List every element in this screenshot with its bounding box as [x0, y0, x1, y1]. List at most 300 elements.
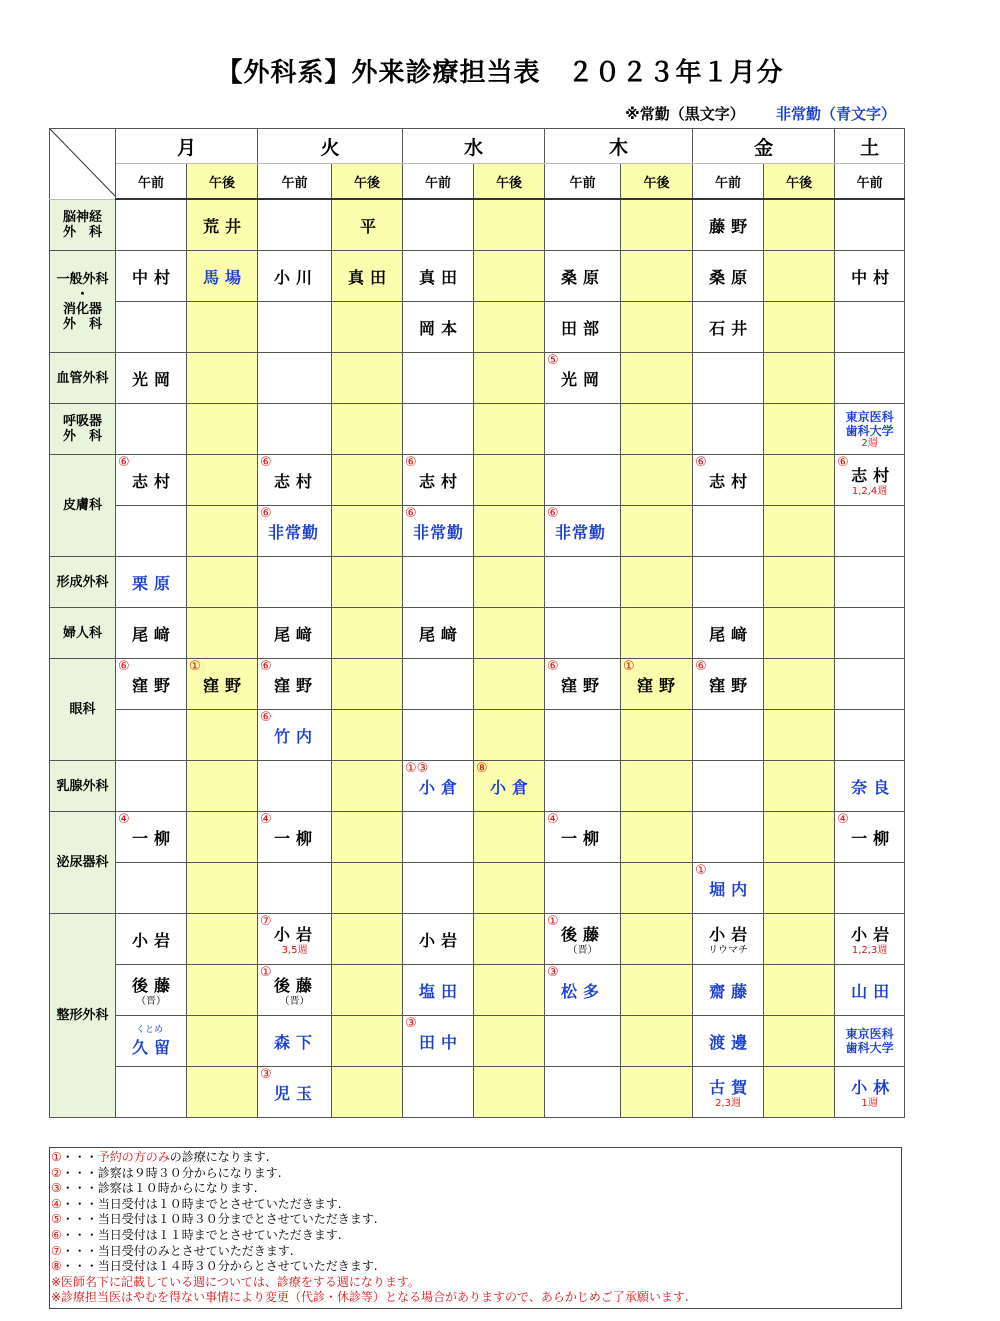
day-label: 月 [177, 136, 197, 159]
schedule-cell [835, 251, 905, 302]
schedule-cell [764, 1016, 835, 1067]
schedule-cell [835, 659, 905, 710]
note-mark: ① [695, 863, 707, 878]
schedule-cell [545, 1016, 621, 1067]
table-row [50, 659, 905, 710]
doctor-subnote: （晋） [136, 996, 166, 1007]
doctor-name: 非常勤 [413, 522, 465, 542]
schedule-cell [474, 608, 545, 659]
doctor-name: 岡本 [419, 318, 464, 338]
schedule-cell [187, 965, 258, 1016]
doctor-name: 真田 [419, 267, 464, 287]
schedule-cell [693, 659, 764, 710]
doctor-name: 古賀 [709, 1078, 754, 1097]
schedule-cell [621, 404, 693, 455]
schedule-cell [835, 761, 905, 812]
doctor-name: 窪野 [637, 675, 682, 695]
table-row [50, 710, 905, 761]
doctor-name: 久留 [132, 1037, 177, 1057]
table-row [50, 404, 905, 455]
note-mark: ⑤ [547, 353, 559, 368]
schedule-cell [835, 353, 905, 404]
schedule-cell [332, 506, 403, 557]
dept-plastic-surgery: 形成外科 [50, 557, 116, 608]
schedule-cell [693, 199, 764, 251]
schedule-cell [545, 608, 621, 659]
schedule-cell [693, 455, 764, 506]
schedule-cell [403, 914, 474, 965]
doctor-name: 竹内 [274, 726, 319, 746]
schedule-cell [116, 506, 187, 557]
schedule-cell [545, 659, 621, 710]
table-row [50, 1067, 905, 1118]
doctor-name: 光岡 [132, 369, 177, 389]
doctor-name: 小岩 [132, 930, 177, 950]
schedule-cell [474, 761, 545, 812]
note-mark: ⑧ [476, 761, 488, 776]
day-header [403, 129, 545, 164]
schedule-cell [621, 710, 693, 761]
schedule-cell [116, 1067, 187, 1118]
schedule-cell [835, 506, 905, 557]
table-row [50, 506, 905, 557]
schedule-cell [474, 965, 545, 1016]
day-label: 土 [860, 136, 880, 159]
schedule-cell [474, 164, 545, 200]
schedule-cell [835, 455, 905, 506]
doctor-name: 窪野 [274, 675, 319, 695]
schedule-cell [258, 506, 332, 557]
doctor-name: 真田 [348, 267, 393, 287]
schedule-cell [116, 251, 187, 302]
schedule-cell [403, 251, 474, 302]
dept-ophthalmology: 眼科 [50, 659, 116, 761]
schedule-cell [187, 404, 258, 455]
doctor-name: 志村 [132, 471, 177, 491]
schedule-cell [764, 812, 835, 863]
note-mark: ③ [405, 1016, 417, 1031]
dept-general-surgery: 一般外科 ・ 消化器 外 科 [50, 251, 116, 353]
note-mark: ⑥ [405, 506, 417, 521]
note-mark: ④ [260, 812, 272, 827]
schedule-cell [545, 965, 621, 1016]
schedule-cell [258, 1016, 332, 1067]
schedule-cell [764, 710, 835, 761]
schedule-cell [764, 455, 835, 506]
schedule-cell [545, 199, 621, 251]
schedule-cell [187, 557, 258, 608]
schedule-cell [621, 914, 693, 965]
name-reading: くとめ [136, 1024, 164, 1035]
schedule-cell [332, 812, 403, 863]
schedule-cell [258, 251, 332, 302]
schedule-cell [693, 164, 764, 200]
schedule-cell [187, 251, 258, 302]
schedule-cell [332, 608, 403, 659]
week-note: 2週 [861, 437, 878, 449]
schedule-cell [332, 914, 403, 965]
doctor-name: 塩田 [419, 981, 464, 1001]
doctor-name: 中村 [851, 267, 896, 287]
schedule-cell [258, 965, 332, 1016]
schedule-cell [332, 965, 403, 1016]
doctor-name: 非常勤 [268, 522, 320, 542]
note-line: ⑧・・・当日受付は１４時３０分からとさせていただきます. [51, 1259, 378, 1274]
schedule-cell [693, 710, 764, 761]
schedule-cell [474, 455, 545, 506]
schedule-cell [187, 812, 258, 863]
schedule-cell [403, 506, 474, 557]
schedule-cell [621, 965, 693, 1016]
doctor-name: 小川 [274, 267, 319, 287]
dept-breast-surgery: 乳腺外科 [50, 761, 116, 812]
schedule-cell [403, 1016, 474, 1067]
schedule-cell [764, 404, 835, 455]
doctor-name: 山田 [851, 981, 896, 1001]
schedule-cell [545, 710, 621, 761]
table-row [50, 199, 905, 251]
am-label: 午前 [569, 175, 596, 191]
day-label: 火 [320, 136, 340, 159]
dept-dermatology: 皮膚科 [50, 455, 116, 557]
table-row [50, 557, 905, 608]
note-line: ⑥・・・当日受付は１１時までとさせていただきます. [51, 1227, 342, 1242]
schedule-cell [545, 353, 621, 404]
schedule-cell [258, 302, 332, 353]
schedule-cell [258, 812, 332, 863]
schedule-cell [764, 1067, 835, 1118]
schedule-cell [621, 251, 693, 302]
doctor-name: 小倉 [419, 777, 464, 797]
schedule-cell [258, 761, 332, 812]
doctor-name: 田中 [419, 1032, 464, 1052]
note-mark: ① [189, 659, 201, 674]
note-mark: ⑥ [547, 506, 559, 521]
schedule-cell [403, 557, 474, 608]
note-mark: ③ [260, 1067, 272, 1082]
schedule-cell [332, 1067, 403, 1118]
day-header [545, 129, 693, 164]
day-header [258, 129, 403, 164]
schedule-cell [187, 659, 258, 710]
ampm-header-row [50, 164, 905, 200]
schedule-cell [116, 199, 187, 251]
schedule-cell [764, 164, 835, 200]
schedule-cell [621, 812, 693, 863]
schedule-table [49, 128, 905, 1118]
note-mark: ⑦ [260, 914, 272, 929]
pm-label: 午後 [354, 175, 381, 191]
week-note: 3,5週 [281, 945, 308, 956]
schedule-cell [258, 199, 332, 251]
schedule-cell [545, 506, 621, 557]
schedule-cell [332, 404, 403, 455]
doctor-name: 堀内 [709, 879, 754, 899]
schedule-cell [258, 710, 332, 761]
schedule-cell [693, 506, 764, 557]
schedule-cell [116, 455, 187, 506]
table-row [50, 812, 905, 863]
note-mark: ④ [837, 812, 849, 827]
doctor-name: 一柳 [274, 828, 319, 848]
schedule-cell [545, 302, 621, 353]
doctor-name: 一柳 [851, 828, 896, 848]
doctor-name: 東京医科 [845, 409, 894, 424]
dept-neurosurgery: 脳神経 外 科 [50, 199, 116, 251]
doctor-name: 小林 [851, 1078, 896, 1097]
schedule-cell [621, 199, 693, 251]
schedule-cell [621, 863, 693, 914]
schedule-cell [545, 251, 621, 302]
schedule-cell [835, 863, 905, 914]
schedule-cell [403, 863, 474, 914]
note-mark: ⑥ [837, 455, 849, 470]
schedule-cell [621, 761, 693, 812]
schedule-cell [693, 302, 764, 353]
doctor-name: 荒井 [203, 216, 248, 236]
schedule-cell [403, 404, 474, 455]
schedule-cell [116, 659, 187, 710]
schedule-cell [835, 914, 905, 965]
schedule-cell [545, 455, 621, 506]
schedule-cell [403, 608, 474, 659]
doctor-name: 窪野 [132, 675, 177, 695]
doctor-name: 東京医科 [845, 1027, 894, 1041]
schedule-cell [621, 659, 693, 710]
schedule-cell [403, 353, 474, 404]
schedule-cell [764, 353, 835, 404]
pm-label: 午後 [209, 175, 236, 191]
note-mark: ⑥ [260, 659, 272, 674]
schedule-cell [835, 557, 905, 608]
schedule-cell [474, 1016, 545, 1067]
schedule-cell [116, 353, 187, 404]
note-line: ※医師名下に記載している週については、診療をする週になります。 [51, 1274, 420, 1289]
schedule-cell [835, 710, 905, 761]
schedule-cell [835, 1016, 905, 1067]
schedule-cell [332, 164, 403, 200]
doctor-name: 歯科大学 [845, 1041, 894, 1055]
schedule-cell [621, 164, 693, 200]
schedule-cell [764, 608, 835, 659]
schedule-cell [693, 608, 764, 659]
schedule-cell [545, 812, 621, 863]
doctor-name: 志村 [709, 471, 754, 491]
schedule-cell [403, 965, 474, 1016]
table-row [50, 1016, 905, 1067]
schedule-cell [621, 557, 693, 608]
table-row [50, 965, 905, 1016]
doctor-name: 藤野 [709, 216, 754, 236]
doctor-name: 桑原 [561, 267, 606, 287]
schedule-cell [187, 710, 258, 761]
schedule-cell [332, 302, 403, 353]
note-mark: ③ [547, 965, 559, 980]
doctor-name: 松多 [561, 981, 606, 1001]
day-label: 水 [464, 136, 484, 159]
schedule-cell [545, 863, 621, 914]
schedule-cell [187, 914, 258, 965]
color-legend [625, 103, 896, 124]
note-mark: ⑥ [405, 455, 417, 470]
schedule-cell [403, 302, 474, 353]
schedule-cell [545, 914, 621, 965]
schedule-cell [693, 761, 764, 812]
schedule-cell [693, 812, 764, 863]
dept-respiratory-surgery: 呼吸器 外 科 [50, 404, 116, 455]
schedule-cell [332, 251, 403, 302]
schedule-cell [621, 608, 693, 659]
table-row [50, 302, 905, 353]
schedule-cell [403, 1067, 474, 1118]
schedule-cell [764, 965, 835, 1016]
doctor-name: 窪野 [709, 675, 754, 695]
doctor-name: 小岩 [419, 930, 464, 950]
doctor-name: 尾﨑 [132, 624, 177, 644]
doctor-name: 森下 [274, 1032, 319, 1052]
schedule-cell [332, 710, 403, 761]
schedule-cell [621, 455, 693, 506]
schedule-cell [764, 302, 835, 353]
schedule-cell [474, 1067, 545, 1118]
doctor-name: 尾﨑 [419, 624, 464, 644]
schedule-cell [187, 164, 258, 200]
schedule-cell [116, 761, 187, 812]
schedule-cell [187, 455, 258, 506]
schedule-cell [693, 404, 764, 455]
pm-label: 午後 [643, 175, 670, 191]
day-label: 木 [609, 136, 629, 159]
schedule-cell [258, 455, 332, 506]
doctor-name: 非常勤 [555, 522, 607, 542]
schedule-cell [187, 302, 258, 353]
doctor-name: 小岩 [274, 925, 319, 944]
schedule-cell [693, 557, 764, 608]
schedule-cell [764, 557, 835, 608]
schedule-cell [545, 404, 621, 455]
pm-label: 午後 [496, 175, 523, 191]
schedule-cell [187, 608, 258, 659]
doctor-subnote: （晋） [279, 996, 310, 1007]
week-note: 1,2,4週 [851, 486, 888, 497]
schedule-cell [545, 761, 621, 812]
doctor-name: 後藤 [274, 976, 319, 995]
schedule-cell [693, 1067, 764, 1118]
schedule-cell [693, 965, 764, 1016]
doctor-name: 後藤 [561, 925, 606, 944]
doctor-name: 小倉 [490, 777, 535, 797]
doctor-name: 渡邊 [709, 1032, 754, 1052]
schedule-cell [693, 863, 764, 914]
schedule-cell [258, 404, 332, 455]
note-line: ⑤・・・当日受付は１０時３０分までとさせていただきます. [51, 1212, 378, 1227]
schedule-cell [187, 1016, 258, 1067]
schedule-cell [621, 1016, 693, 1067]
schedule-cell [545, 1067, 621, 1118]
schedule-cell [621, 1067, 693, 1118]
schedule-cell [474, 199, 545, 251]
note-mark: ①③ [405, 761, 429, 776]
schedule-cell [545, 557, 621, 608]
schedule-cell [258, 557, 332, 608]
schedule-cell [835, 608, 905, 659]
note-mark: ⑥ [547, 659, 559, 674]
table-row [50, 608, 905, 659]
schedule-cell [764, 199, 835, 251]
schedule-cell [403, 455, 474, 506]
week-note: 1,2,3週 [851, 945, 888, 956]
doctor-name: 後藤 [132, 976, 177, 995]
schedule-cell [835, 965, 905, 1016]
doctor-name: 奈良 [851, 777, 896, 797]
legend-parttime: 非常勤（青文字） [775, 105, 896, 123]
schedule-cell [764, 914, 835, 965]
schedule-cell [403, 761, 474, 812]
doctor-name: 一柳 [561, 828, 606, 848]
schedule-cell [474, 404, 545, 455]
week-note: 1週 [861, 1098, 878, 1109]
schedule-cell [693, 1016, 764, 1067]
note-line: ④・・・当日受付は１０時までとさせていただきます. [51, 1196, 342, 1211]
doctor-name: 志村 [274, 471, 319, 491]
schedule-cell [258, 608, 332, 659]
schedule-cell [116, 164, 187, 200]
dept-orthopedics: 整形外科 [50, 914, 116, 1118]
doctor-name: 光岡 [561, 369, 606, 389]
note-mark: ⑥ [260, 710, 272, 725]
doctor-name: 栗原 [132, 573, 177, 593]
schedule-cell [187, 199, 258, 251]
legend-fulltime: ※常勤（黒文字） [625, 105, 745, 123]
schedule-cell [116, 965, 187, 1016]
am-label: 午前 [856, 175, 883, 191]
corner-cell [50, 129, 116, 200]
schedule-cell [187, 1067, 258, 1118]
schedule-cell [332, 353, 403, 404]
schedule-cell [764, 761, 835, 812]
schedule-cell [835, 199, 905, 251]
schedule-cell [332, 455, 403, 506]
schedule-cell [621, 302, 693, 353]
schedule-cell [474, 863, 545, 914]
notes-box [49, 1147, 902, 1309]
doctor-name: 尾﨑 [274, 624, 319, 644]
schedule-cell [474, 506, 545, 557]
dept-urology: 泌尿器科 [50, 812, 116, 914]
schedule-cell [332, 199, 403, 251]
am-label: 午前 [137, 175, 164, 191]
doctor-name: 平 [360, 216, 383, 236]
note-mark: ① [547, 914, 559, 929]
doctor-name: 石井 [709, 318, 754, 338]
schedule-cell [116, 1016, 187, 1067]
schedule-cell [764, 251, 835, 302]
doctor-name: 中村 [132, 267, 177, 287]
note-mark: ④ [547, 812, 559, 827]
schedule-cell [764, 659, 835, 710]
note-line: ②・・・診察は９時３０分からになります. [51, 1165, 282, 1180]
schedule-cell [835, 302, 905, 353]
schedule-cell [116, 710, 187, 761]
schedule-cell [403, 164, 474, 200]
schedule-cell [116, 914, 187, 965]
schedule-cell [332, 557, 403, 608]
schedule-cell [835, 164, 905, 200]
schedule-cell [474, 710, 545, 761]
schedule-cell [474, 251, 545, 302]
schedule-cell [403, 199, 474, 251]
schedule-cell [474, 557, 545, 608]
